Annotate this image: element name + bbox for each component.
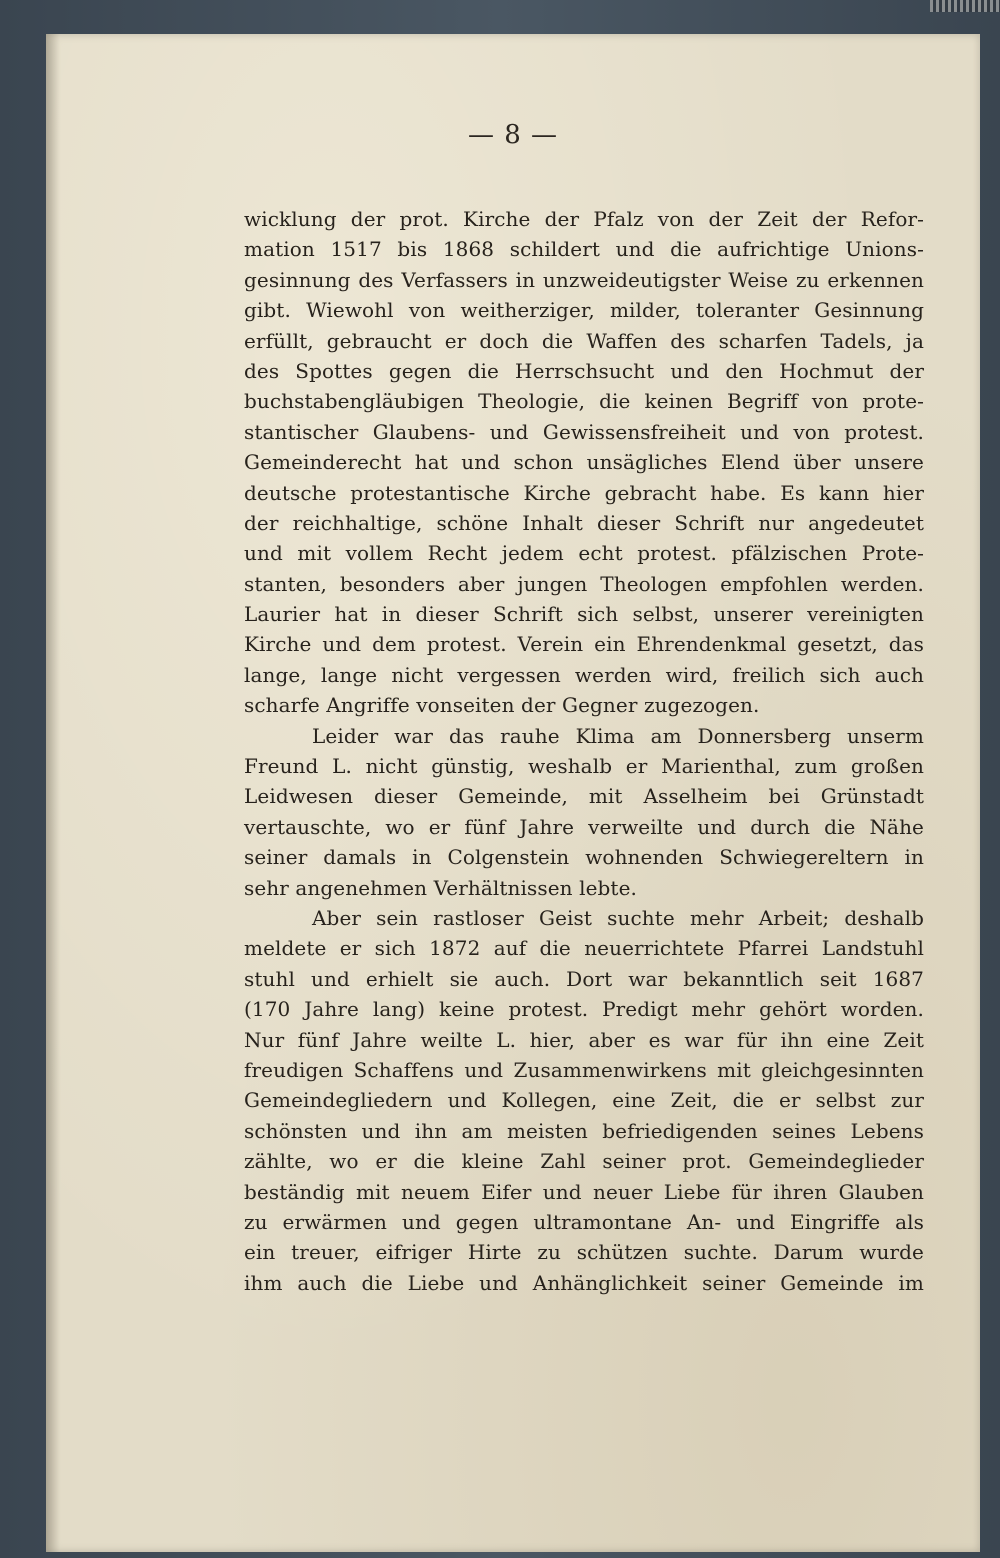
paragraph-end-line: scharfe Angriffe vonseiten der Gegner zugezogen.	[244, 693, 760, 718]
text-line: und mit vollem Recht jedem echt protest. pfälzischen Prote-	[244, 541, 924, 566]
text-line: Nur fünf Jahre weilte L. hier, aber es war für ihn eine Zeit	[244, 1027, 924, 1052]
text-line: (170 Jahre lang) keine protest. Predigt mehr gehört worden.	[244, 997, 924, 1022]
page-number: — 8 —	[467, 120, 559, 150]
text-line: stuhl und erhielt sie auch. Dort war bekanntlich seit 1687	[244, 966, 924, 991]
text-line: seiner damals in Colgenstein wohnenden Schwiegereltern in	[244, 845, 924, 870]
text-line: Laurier hat in dieser Schrift sich selbst, unserer vereinigten	[244, 602, 924, 627]
scan-color-strip	[930, 0, 1000, 12]
text-line: meldete er sich 1872 auf die neuerrichtete Pfarrei Landstuhl	[244, 936, 924, 961]
text-line: zählte, wo er die kleine Zahl seiner prot. Gemeindeglieder	[244, 1149, 924, 1174]
text-line: stanten, besonders aber jungen Theologen empfohlen werden.	[244, 571, 924, 596]
text-line: beständig mit neuem Eifer und neuer Liebe für ihren Glauben	[244, 1179, 924, 1204]
page-gutter-shadow	[46, 34, 60, 1552]
text-line: stantischer Glaubens- und Gewissensfreiheit und von protest.	[244, 419, 924, 444]
text-line: ein treuer, eifriger Hirte zu schützen suchte. Darum wurde	[244, 1240, 924, 1265]
text-line: mation 1517 bis 1868 schildert und die aufrichtige Unions-	[244, 237, 924, 262]
text-line: buchstabengläubigen Theologie, die keinen Begriff von prote-	[244, 389, 924, 414]
text-line: schönsten und ihn am meisten befriedigenden seines Lebens	[244, 1118, 924, 1143]
text-line: Leidwesen dieser Gemeinde, mit Asselheim bei Grünstadt	[244, 784, 924, 809]
text-line: gibt. Wiewohl von weitherziger, milder, toleranter Gesinnung	[244, 298, 924, 323]
text-line: Freund L. nicht günstig, weshalb er Marienthal, zum großen	[244, 754, 924, 779]
text-line: Gemeinderecht hat und schon unsägliches Elend über unsere	[244, 450, 924, 475]
text-line: zu erwärmen und gegen ultramontane An- und Eingriffe als	[244, 1209, 924, 1234]
text-line: vertauschte, wo er fünf Jahre verweilte und durch die Nähe	[244, 814, 924, 839]
text-line: freudigen Schaffens und Zusammenwirkens mit gleichgesinnten	[244, 1057, 924, 1082]
paragraph-start-line: Aber sein rastloser Geist suchte mehr Arbeit; deshalb	[312, 905, 924, 930]
paragraph-start-line: Leider war das rauhe Klima am Donnersberg unserm	[312, 723, 924, 748]
book-page	[46, 34, 980, 1552]
body-text	[244, 204, 924, 1298]
text-line: wicklung der prot. Kirche der Pfalz von der Zeit der Refor-	[244, 207, 924, 231]
text-line: der reichhaltige, schöne Inhalt dieser Schrift nur angedeutet	[244, 510, 924, 535]
text-line: gesinnung des Verfassers in unzweideutigster Weise zu erkennen	[244, 267, 924, 292]
text-line: Gemeindegliedern und Kollegen, eine Zeit, die er selbst zur	[244, 1088, 924, 1113]
paragraph-end-line: sehr angenehmen Verhältnissen lebte.	[244, 875, 637, 900]
text-line: des Spottes gegen die Herrschsucht und den Hochmut der	[244, 358, 924, 383]
text-line: erfüllt, gebraucht er doch die Waffen des scharfen Tadels, ja	[244, 328, 924, 353]
text-line: ihm auch die Liebe und Anhänglichkeit seiner Gemeinde im	[244, 1270, 924, 1295]
text-line: Kirche und dem protest. Verein ein Ehrendenkmal gesetzt, das	[244, 632, 924, 657]
text-line: lange, lange nicht vergessen werden wird, freilich sich auch	[244, 662, 924, 687]
text-line: deutsche protestantische Kirche gebracht habe. Es kann hier	[244, 480, 924, 505]
